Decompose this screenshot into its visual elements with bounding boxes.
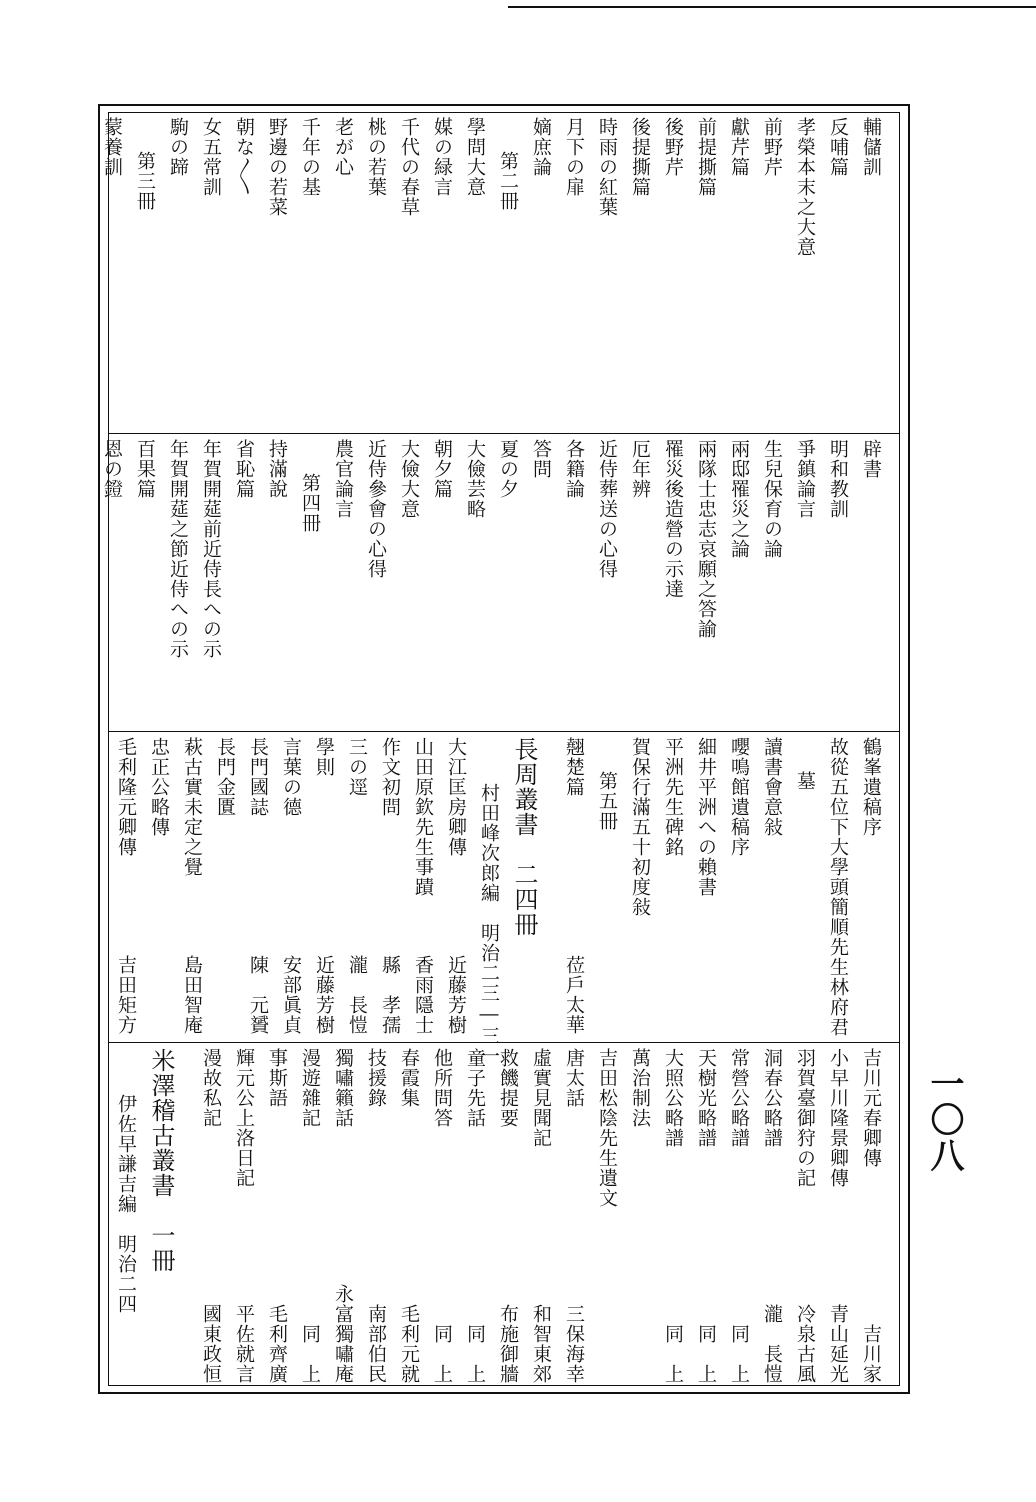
entry-title: 漫遊雜記 [299, 1048, 321, 1128]
entry-title: 鶴峯遺稿序 [860, 737, 882, 837]
entry-title: 後提撕篇 [629, 117, 651, 197]
entry-title: 省恥篇 [233, 439, 255, 499]
entry-author: 近藤芳樹 [445, 955, 467, 1035]
entry-title: 答問 [530, 439, 552, 479]
entry [623, 737, 656, 1039]
entry-title: 讀書會意敍 [761, 737, 783, 837]
entry-author: 冷泉古風 [794, 1304, 816, 1384]
entry-volume-heading: 第二冊 [497, 151, 519, 211]
entry-title: 長門國誌 [247, 737, 269, 817]
entry-title: 大照公略譜 [662, 1048, 684, 1148]
entry [542, 737, 557, 1039]
entry-title: 朝な〳〵 [233, 117, 255, 196]
entry-title: 朝夕篇 [431, 439, 453, 499]
entry-title: 言葉の德 [280, 737, 302, 817]
entry-title: 學問大意 [464, 117, 486, 197]
entry-title: 各籍論 [563, 439, 585, 499]
entry-author: 安部眞貞 [280, 955, 302, 1035]
entry-title: 後野芹 [662, 117, 684, 177]
entry-title: 小早川隆景卿傳 [827, 1048, 849, 1188]
entry-title: 月下の扉 [563, 117, 585, 197]
band-4 [109, 1048, 899, 1388]
entry-author: 青山延光 [827, 1304, 849, 1384]
entry-title: 百果篇 [134, 439, 156, 499]
entry-title: 近侍葬送の心得 [596, 439, 618, 579]
entry-title: 吉田松陰先生遺文 [596, 1048, 618, 1208]
entry [392, 1048, 425, 1388]
entry-title: 萩古實未定之覺 [181, 737, 203, 877]
entry [425, 1048, 458, 1388]
entry-title: 米澤稽古叢書 一冊 [147, 1048, 175, 1273]
entry-title: 救饑提要 [497, 1048, 519, 1128]
entry-author: 國東政恒 [200, 1304, 222, 1384]
band-2 [101, 439, 899, 727]
entry-title: 墓 [794, 771, 816, 791]
entry [590, 737, 623, 1073]
entry [472, 737, 505, 1085]
entry-title: 獻芹篇 [728, 117, 750, 177]
entry-author: 同 上 [728, 1324, 750, 1384]
entry [689, 737, 722, 1039]
entry-title: 爭鎮論言 [794, 439, 816, 519]
entry-title: 輔儲訓 [860, 117, 882, 177]
entry-title: 女五常訓 [200, 117, 222, 197]
entry-author: 近藤芳樹 [313, 955, 335, 1035]
entry-title: 夏の夕 [497, 439, 519, 499]
entry [241, 737, 274, 1039]
entry-title: 農官論言 [332, 439, 354, 519]
entry [590, 1048, 623, 1388]
entry [274, 737, 307, 1039]
entry-title: 三の逕 [346, 737, 368, 797]
entry-title: 輝元公上洛日記 [233, 1048, 255, 1188]
entry [260, 1048, 293, 1388]
entry-title: 洞春公略譜 [761, 1048, 783, 1148]
entry-title: 事斯語 [266, 1048, 288, 1108]
entry-author: 和智東郊 [530, 1304, 552, 1384]
entry-title: 第五冊 [596, 771, 618, 831]
entry-title: 厄年辨 [629, 439, 651, 499]
entry-title: 罹災後造營の示達 [662, 439, 684, 599]
entry-author: 吉川家 [860, 1324, 882, 1384]
entry [406, 737, 439, 1039]
entry-title: 羽賀臺御狩の記 [794, 1048, 816, 1188]
entry [755, 1048, 788, 1388]
band-1 [101, 117, 899, 429]
entry-title: 平洲先生碑銘 [662, 737, 684, 857]
entry [179, 1048, 194, 1388]
entry-author: 島田智庵 [181, 955, 203, 1035]
entry [340, 737, 373, 1039]
entry-volume-heading: 第四冊 [299, 473, 321, 533]
entry [755, 737, 788, 1039]
entry-author: 同 上 [464, 1324, 486, 1384]
entry-author: 毛利齊廣 [266, 1304, 288, 1384]
entry-author: 陳 元贇 [247, 955, 269, 1035]
entry [821, 737, 854, 1039]
entry-title: 嚶鳴館遺稿序 [728, 737, 750, 857]
entry-title: 翹楚篇 [563, 737, 585, 797]
entry [458, 1048, 491, 1388]
entry [194, 1048, 227, 1388]
entry [557, 737, 590, 1039]
entry-title: 野邊の若菜 [266, 117, 288, 217]
entry [557, 1048, 590, 1388]
divider-2 [109, 731, 899, 732]
entry-title: 前野芹 [761, 117, 783, 177]
entry-author: 同 上 [662, 1324, 684, 1384]
entry [524, 1048, 557, 1388]
entry-title: 技援錄 [365, 1048, 387, 1108]
entry-title: 老が心 [332, 117, 354, 177]
entry [109, 737, 142, 1039]
entry [326, 1048, 359, 1388]
entry-title: 蒙養訓 [101, 117, 123, 177]
entry-title: 近侍參會の心得 [365, 439, 387, 579]
entry-author: 同 上 [695, 1324, 717, 1384]
entry [142, 737, 175, 1039]
entry-title: 兩隊士忠志哀願之答諭 [695, 439, 717, 639]
entry-author: 毛利元就 [398, 1304, 420, 1384]
entry-title: 桃の若葉 [365, 117, 387, 197]
inner-frame [101, 112, 900, 1386]
entry-title: 學則 [313, 737, 335, 777]
entry-title: 春霞集 [398, 1048, 420, 1108]
entry-title: 山田原欽先生事蹟 [412, 737, 434, 897]
entry-author: 莅戶太華 [563, 955, 585, 1035]
entry-title: 天樹光略譜 [695, 1048, 717, 1148]
entry-title: 萬治制法 [629, 1048, 651, 1128]
entry [109, 1048, 142, 1434]
entry [788, 1048, 821, 1388]
entry-title: 大儉大意 [398, 439, 420, 519]
entry [656, 737, 689, 1039]
entry [854, 737, 887, 1039]
entry-title: 千年の基 [299, 117, 321, 197]
entry-title: 辟書 [860, 439, 882, 479]
entry-author: 同 上 [431, 1324, 453, 1384]
entry-title: 年賀開莚前近侍長への示 [200, 439, 222, 659]
entry [854, 1048, 887, 1388]
entry-title: 唐太話 [563, 1048, 585, 1108]
entry-title: 童子先話 [464, 1048, 486, 1128]
entry-author: 瀧 長愷 [346, 955, 368, 1035]
entry-author: 瀧 長愷 [761, 1304, 783, 1384]
entry-author: 縣 孝孺 [379, 955, 401, 1035]
entry-title: 千代の春草 [398, 117, 420, 217]
entry [373, 737, 406, 1039]
entry-title: 毛利隆元卿傳 [115, 737, 137, 857]
entry-title: 漫故私記 [200, 1048, 222, 1128]
entry-title: 反哺篇 [827, 117, 849, 177]
entry-author: 吉田矩方 [115, 955, 137, 1035]
entry-title: 孝榮本末之大意 [794, 117, 816, 257]
entry [788, 737, 821, 1073]
entry [505, 737, 542, 1039]
entry-title: 駒の蹄 [167, 117, 189, 177]
entry-title: 生兒保育の論 [761, 439, 783, 559]
page-frame [98, 104, 910, 1394]
entry-title: 明和教訓 [827, 439, 849, 519]
entry [722, 1048, 755, 1388]
entry-title: 嫡庶論 [530, 117, 552, 177]
entry [175, 737, 208, 1039]
entry-title: 常營公略譜 [728, 1048, 750, 1148]
page-number: 一〇八 [924, 1066, 964, 1174]
entry [491, 1048, 524, 1388]
entry [359, 1048, 392, 1388]
entry [656, 1048, 689, 1388]
entry [821, 1048, 854, 1388]
entry-title: 兩邸罹災之論 [728, 439, 750, 559]
entry-title: 長周叢書 二四冊 [510, 737, 538, 937]
entry-author: 三保海幸 [563, 1304, 585, 1384]
entry-author: 永富獨嘯庵 [332, 1284, 354, 1384]
band-3 [109, 737, 899, 1066]
entry-title: 細井平洲への賴書 [695, 737, 717, 897]
top-rule [508, 6, 1036, 8]
entry-title: 獨嘯籟話 [332, 1048, 354, 1128]
entry-title: 伊佐早謙吉編 明治二四 [115, 1094, 137, 1314]
entry-title: 時雨の紅葉 [596, 117, 618, 217]
entry-title: 忠正公略傳 [148, 737, 170, 837]
entry-title: 虛實見聞記 [530, 1048, 552, 1148]
entry [142, 1048, 179, 1388]
entry [439, 737, 472, 1039]
entry-author: 同 上 [299, 1324, 321, 1384]
entry-title: 故從五位下大學頭簡順先生林府君 [827, 737, 849, 1037]
entry-title: 媒の緑言 [431, 117, 453, 197]
entry-title: 大江匡房卿傳 [445, 737, 467, 857]
entry [689, 1048, 722, 1388]
entry [208, 737, 241, 1039]
entry-author: 平佐就言 [233, 1304, 255, 1384]
entry-title: 前提撕篇 [695, 117, 717, 197]
entry-title: 作文初問 [379, 737, 401, 817]
entry-volume-heading: 第三冊 [134, 151, 156, 211]
entry-author: 布施御牆 [497, 1304, 519, 1384]
entry-title: 持滿說 [266, 439, 288, 499]
entry-title: 他所問答 [431, 1048, 453, 1128]
entry [227, 1048, 260, 1388]
entry [293, 1048, 326, 1388]
entry-title: 村田峰次郎編 明治二三―三一 [478, 783, 500, 1066]
entry-title: 大儉芸略 [464, 439, 486, 519]
entry-title: 恩の鐙 [101, 439, 123, 499]
entry-author: 南部伯民 [365, 1304, 387, 1384]
entry [307, 737, 340, 1039]
entry-title: 吉川元春卿傳 [860, 1048, 882, 1168]
entry [623, 1048, 656, 1388]
entry [722, 737, 755, 1039]
entry-author: 香雨隱士 [412, 955, 434, 1035]
entry-title: 長門金匱 [214, 737, 236, 817]
entry-title: 賀保行滿五十初度敍 [629, 737, 651, 917]
entry-title: 年賀開莚之節近侍への示 [167, 439, 189, 659]
